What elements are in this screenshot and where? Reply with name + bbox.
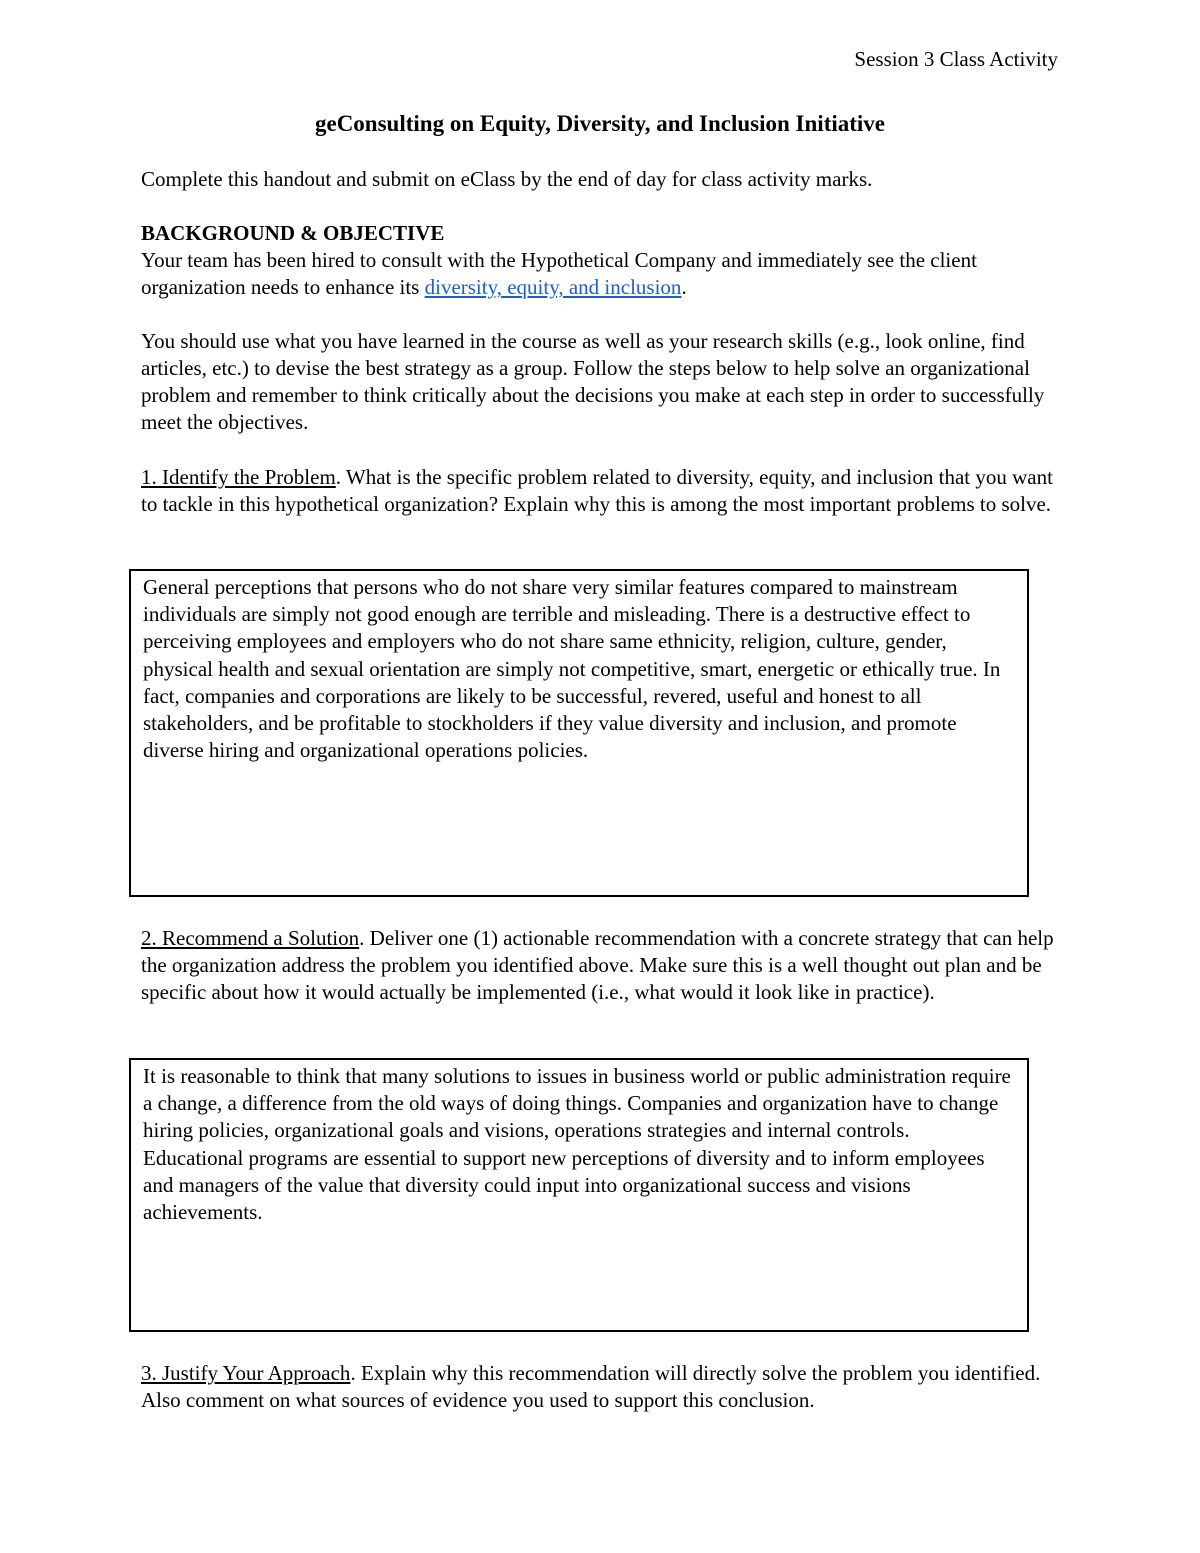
instruction-text: Complete this handout and submit on eClass by the end of day for class activity marks. (141, 167, 873, 191)
step1-prompt-text: . What is the specific problem related to diversity, equity, and inclusion that you want to tackle in this hypothetical organization? Explain why this is among the most important problems to solve. (141, 465, 1053, 516)
dei-link[interactable]: diversity, equity, and inclusion (424, 275, 682, 299)
background-heading: BACKGROUND & OBJECTIVE (141, 221, 445, 245)
step2-answer-text: It is reasonable to think that many solutions to issues in business world or public administration require a change, a difference from the old ways of doing things. Companies and organization have to change hiring policies, organizational goals and visions, operations strategies and internal controls. Educational programs are essential to support new perceptions of diversity and to inform employees and managers of the value that diversity could input into organizational success and visions achievements. (143, 1064, 1011, 1225)
step1-prompt (141, 464, 1061, 518)
step1-answer-box[interactable] (129, 569, 1029, 897)
page-title: geConsulting on Equity, Diversity, and Inclusion Initiative (314, 111, 885, 136)
step3-prompt-text: . Explain why this recommendation will directly solve the problem you identified. Also comment on what sources of evidence you used to support this conclusion. (141, 1361, 1041, 1412)
step3-prompt (141, 1360, 1061, 1414)
step1-label: 1. Identify the Problem (141, 465, 336, 489)
background-paragraph-1 (141, 247, 1061, 301)
step1-answer-text: General perceptions that persons who do not share very similar features compared to mainstream individuals are simply not good enough are terrible and misleading. There is a destructive effect to perceiving employees and employers who do not share same ethnicity, religion, culture, gender, physical health and sexual orientation are simply not competitive, smart, energetic or ethically true. In fact, companies and corporations are likely to be successful, revered, useful and honest to all stakeholders, and be profitable to stockholders if they value diversity and inclusion, and promote diverse hiring and organizational operations policies. (143, 575, 1001, 763)
background-paragraph-2: You should use what you have learned in the course as well as your research skills (e.g., look online, find articles, etc.) to devise the best strategy as a group. Follow the steps below to help solve an organizational problem and remember to think critically about the decisions you make at each step in order to successfully meet the objectives. (141, 329, 1045, 434)
step3-label: 3. Justify Your Approach (141, 1361, 351, 1385)
background-section (141, 220, 1061, 301)
background-paragraph-1-end: . (681, 275, 687, 299)
session-label: Session 3 Class Activity (854, 47, 1058, 71)
step2-prompt (141, 925, 1061, 1006)
step2-label: 2. Recommend a Solution (141, 926, 360, 950)
step2-prompt-text: . Deliver one (1) actionable recommendation with a concrete strategy that can help the organization address the problem you identified above. Make sure this is a well thought out plan and be specific about how it would actually be implemented (i.e., what would it look like in practice). (141, 926, 1054, 1004)
background-paragraph-1-text: Your team has been hired to consult with the Hypothetical Company and immediately see the client organization needs to enhance its (141, 248, 977, 299)
step2-answer-box[interactable] (129, 1058, 1029, 1332)
